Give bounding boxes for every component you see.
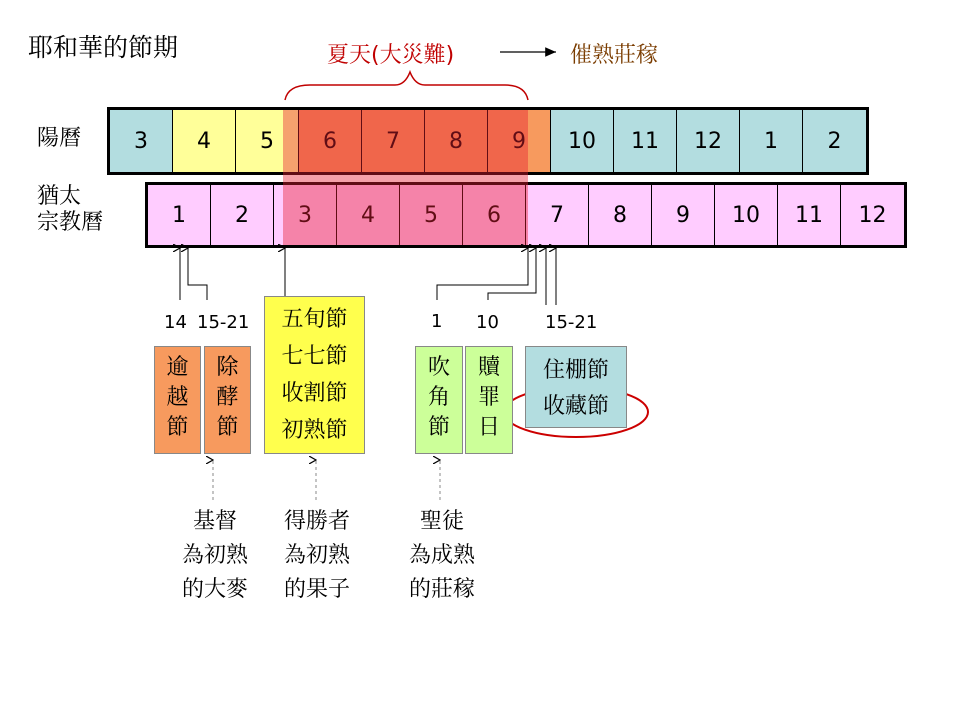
atonement-char: 罪 — [477, 385, 500, 410]
festival-atonement — [465, 346, 513, 454]
note-christ — [165, 505, 265, 607]
solar-month-cell: 10 — [551, 110, 614, 172]
passover-char: 逾 — [166, 355, 189, 380]
festival-tabernacles — [525, 346, 627, 428]
note-line: 的莊稼 — [408, 577, 475, 602]
pentecost-name: 初熟節 — [281, 418, 348, 443]
atonement-char: 日 — [477, 415, 500, 440]
jewish-month-cell: 12 — [841, 185, 904, 245]
jewish-month-cell: 6 — [463, 185, 526, 245]
solar-month-cell: 2 — [803, 110, 866, 172]
solar-month-cell: 4 — [173, 110, 236, 172]
note-line: 基督 — [192, 509, 237, 534]
jewish-month-cell: 1 — [148, 185, 211, 245]
solar-row-label: 陽曆 — [37, 126, 82, 151]
jewish-month-cell: 5 — [400, 185, 463, 245]
trumpets-char: 節 — [427, 415, 450, 440]
pentecost-name: 收割節 — [281, 381, 348, 406]
jewish-month-cell: 10 — [715, 185, 778, 245]
trumpets-char: 角 — [427, 385, 450, 410]
note-overcomers — [267, 505, 367, 607]
jewish-month-cell: 7 — [526, 185, 589, 245]
trumpets-char: 吹 — [427, 355, 450, 380]
summer-bracket — [285, 72, 528, 100]
day-10: 10 — [476, 312, 499, 333]
harvest-label: 催熟莊稼 — [570, 43, 659, 68]
passover-char: 節 — [166, 415, 189, 440]
note-line: 為初熟 — [181, 543, 248, 568]
festival-pentecost — [264, 296, 365, 454]
day-15-21-spring: 15-21 — [197, 312, 250, 333]
jewish-month-cell: 2 — [211, 185, 274, 245]
day-1: 1 — [431, 311, 443, 332]
summer-label: 夏天(大災難) — [327, 43, 455, 68]
note-line: 為初熟 — [283, 543, 350, 568]
solar-month-cell: 12 — [677, 110, 740, 172]
note-line: 聖徒 — [419, 509, 464, 534]
ingathering-name: 收藏節 — [542, 394, 609, 419]
note-line: 的果子 — [283, 577, 350, 602]
note-saints — [392, 505, 492, 607]
jewish-month-cell: 11 — [778, 185, 841, 245]
unleavened-char: 酵 — [216, 385, 239, 410]
solar-month-cell: 8 — [425, 110, 488, 172]
jewish-month-cell: 8 — [589, 185, 652, 245]
unleavened-char: 除 — [216, 355, 239, 380]
jewish-month-cell: 4 — [337, 185, 400, 245]
solar-month-cell: 1 — [740, 110, 803, 172]
pentecost-name: 七七節 — [281, 344, 348, 369]
unleavened-char: 節 — [216, 415, 239, 440]
pentecost-name: 五旬節 — [281, 307, 348, 332]
festival-unleavened-bread — [204, 346, 251, 454]
jewish-month-cell: 3 — [274, 185, 337, 245]
note-line: 的大麥 — [181, 577, 248, 602]
festival-passover — [154, 346, 201, 454]
note-line: 得勝者 — [283, 509, 350, 534]
solar-month-cell: 3 — [110, 110, 173, 172]
solar-month-cell: 6 — [299, 110, 362, 172]
jewish-month-cell: 9 — [652, 185, 715, 245]
solar-month-cell: 11 — [614, 110, 677, 172]
day-15-21-autumn: 15-21 — [545, 312, 598, 333]
solar-month-cell: 5 — [236, 110, 299, 172]
jewish-label-line1: 猶太 — [37, 184, 82, 209]
page-title: 耶和華的節期 — [28, 33, 179, 62]
day-14: 14 — [164, 312, 187, 333]
solar-month-cell: 7 — [362, 110, 425, 172]
tabernacles-name: 住棚節 — [542, 358, 609, 383]
passover-char: 越 — [166, 385, 189, 410]
solar-month-cell: 9 — [488, 110, 551, 172]
atonement-char: 贖 — [477, 355, 500, 380]
note-line: 為成熟 — [408, 543, 475, 568]
jewish-label-line2: 宗教曆 — [37, 210, 104, 235]
festival-trumpets — [415, 346, 463, 454]
